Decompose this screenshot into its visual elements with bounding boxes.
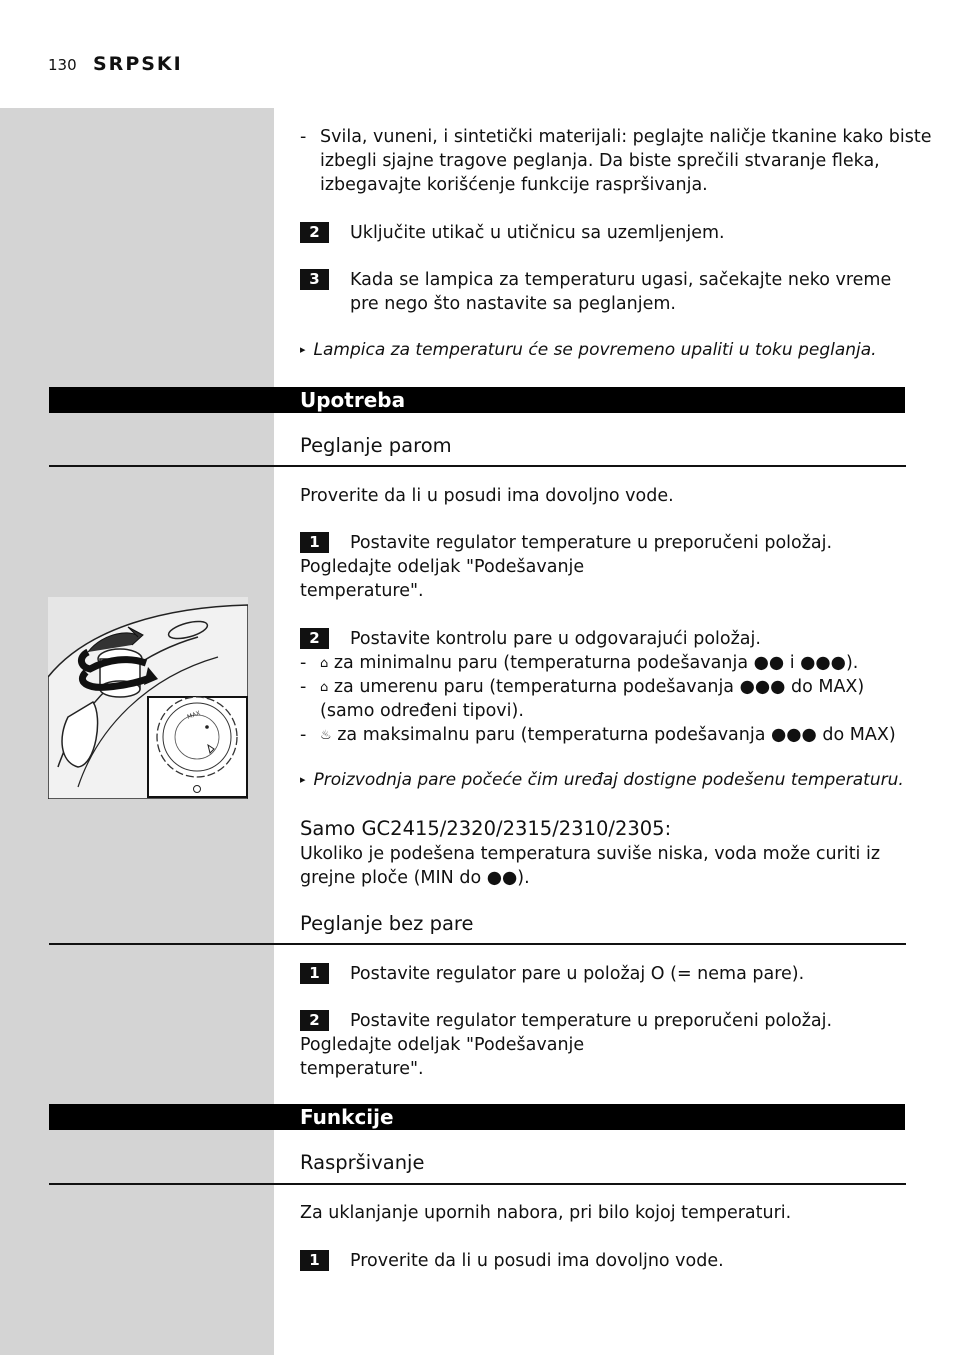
models-heading: Samo GC2415/2320/2315/2310/2305:	[300, 817, 672, 840]
step-text: Proverite da li u posudi ima dovoljno vode.	[350, 1251, 724, 1271]
reference-line: Pogledajte odeljak "Podešavanje	[300, 557, 585, 577]
language-label: SRPSKI	[93, 53, 183, 75]
step-text: Postavite regulator temperature u preporučeni položaj.	[350, 533, 833, 553]
models-text: Ukoliko je podešena temperatura suviše niska, voda može curiti iz	[300, 844, 881, 864]
section-title: Upotreba	[300, 388, 406, 412]
step-number: 1	[300, 1250, 329, 1271]
option-text: za umerenu paru (temperaturna podešavanja ●●● do MAX)	[333, 677, 865, 697]
reference-line: Pogledajte odeljak "Podešavanje	[300, 1035, 585, 1055]
step-number: 1	[300, 963, 329, 984]
note-text: Proizvodnja pare počeće čim uređaj dostigne podešenu temperaturu.	[313, 770, 904, 790]
steam-ironing-heading: Peglanje parom	[300, 434, 452, 457]
steam-dial-illustration	[48, 597, 248, 799]
step-text: Kada se lampica za temperaturu ugasi, sačekajte neko vreme	[350, 270, 892, 290]
bullet-line: izbegavajte korišćenje funkcije raspršivanja.	[320, 175, 708, 195]
step-number: 2	[300, 1010, 329, 1031]
dry-ironing-heading: Peglanje bez pare	[300, 912, 474, 935]
option-text: za maksimalnu paru (temperaturna podešavanja ●●● do MAX)	[337, 725, 896, 745]
models-text: grejne ploče (MIN do ●●).	[300, 868, 530, 888]
step-text: pre nego što nastavite sa peglanjem.	[350, 294, 676, 314]
reference-line: temperature".	[300, 1059, 424, 1079]
bullet-dash: -	[300, 725, 307, 745]
step-number: 3	[300, 269, 329, 290]
bullet-dash: -	[300, 677, 307, 697]
steam-max-icon: ♨	[320, 728, 332, 743]
note-marker-icon: ▸	[300, 773, 306, 786]
heading-rule	[49, 943, 906, 945]
heading-rule	[49, 1183, 906, 1185]
reference-line: temperature".	[300, 581, 424, 601]
step-number: 2	[300, 628, 329, 649]
step-number: 2	[300, 222, 329, 243]
option-text: za minimalnu paru (temperaturna podešavanja ●● i ●●●).	[333, 653, 859, 673]
bullet-dash: -	[300, 653, 307, 673]
option-text: (samo određeni tipovi).	[320, 701, 524, 721]
bullet-line: Svila, vuneni, i sintetički materijali: peglajte naličje tkanine kako biste	[320, 127, 932, 147]
steam-intro: Proverite da li u posudi ima dovoljno vode.	[300, 486, 674, 506]
step-number: 1	[300, 532, 329, 553]
section-title: Funkcije	[300, 1105, 394, 1129]
spray-heading: Raspršivanje	[300, 1151, 425, 1174]
steam-medium-icon: ⌂	[320, 680, 329, 695]
temperature-light-note	[300, 340, 877, 360]
steam-min-icon: ⌂	[320, 656, 329, 671]
heading-rule	[49, 465, 906, 467]
spray-intro: Za uklanjanje upornih nabora, pri bilo kojoj temperaturi.	[300, 1203, 792, 1223]
bullet-line: izbegli sjajne tragove peglanja. Da biste sprečili stvaranje fleka,	[320, 151, 880, 171]
steam-production-note	[300, 770, 904, 790]
dial-max-label: MAX	[186, 709, 202, 721]
bullet-dash: -	[300, 127, 307, 147]
step-text: Postavite kontrolu pare u odgovarajući položaj.	[350, 629, 761, 649]
section-bar-upotreba	[49, 387, 905, 413]
section-bar-funkcije	[49, 1104, 905, 1130]
step-text: Postavite regulator pare u položaj O (= nema pare).	[350, 964, 805, 984]
step-text: Uključite utikač u utičnicu sa uzemljenjem.	[350, 223, 725, 243]
note-text: Lampica za temperaturu će se povremeno upaliti u toku peglanja.	[313, 340, 877, 360]
note-marker-icon: ▸	[300, 343, 306, 356]
page-number: 130	[48, 56, 77, 74]
step-text: Postavite regulator temperature u preporučeni položaj.	[350, 1011, 833, 1031]
